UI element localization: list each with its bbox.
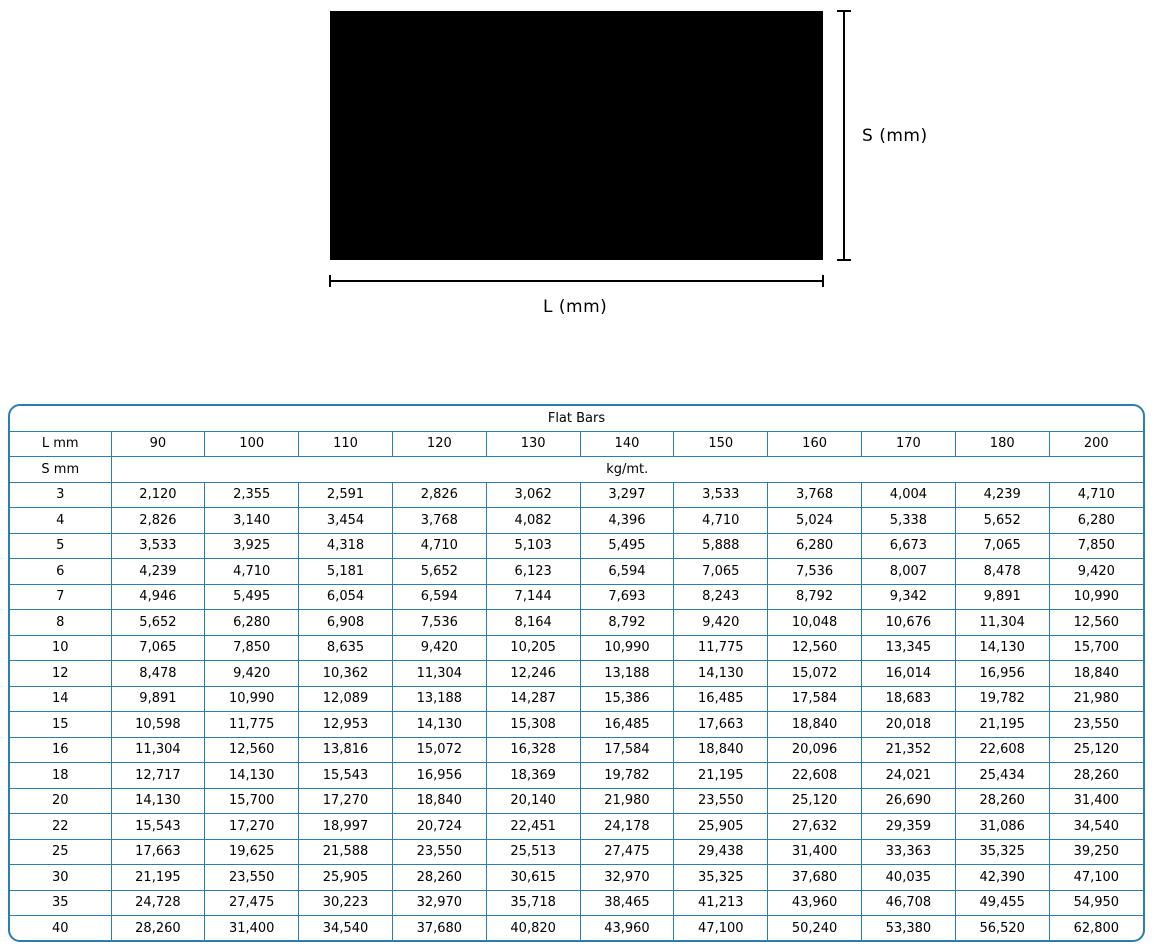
table-cell: 8,792 [580,610,674,636]
table-cell: 6,594 [580,559,674,585]
table-cell: 31,086 [955,814,1049,840]
table-cell: 50,240 [768,916,862,941]
table-cell: 21,352 [862,737,956,763]
table-cell: 23,550 [392,839,486,865]
column-header-cell: 140 [580,431,674,457]
table-cell: 9,420 [1049,559,1143,585]
table-cell: 9,420 [205,661,299,687]
table-row [10,839,1143,865]
table-row [10,508,1143,534]
table-cell: 16,014 [862,661,956,687]
table-cell: 26,690 [862,788,956,814]
table-cell: 3,062 [486,482,580,508]
table-cell: 53,380 [862,916,956,941]
table-cell: 35,718 [486,890,580,916]
table-cell: 21,195 [111,865,205,891]
table-cell: 20,018 [862,712,956,738]
table-cell: 8,478 [111,661,205,687]
table-cell: 17,584 [768,686,862,712]
table-cell: 30,615 [486,865,580,891]
table-cell: 6,594 [392,584,486,610]
table-cell: 14,130 [205,763,299,789]
table-row [10,559,1143,585]
table-cell: 24,021 [862,763,956,789]
table-cell: 25,905 [299,865,393,891]
table-cell: 19,782 [580,763,674,789]
column-header-cell: 130 [486,431,580,457]
table-cell: 29,359 [862,814,956,840]
table-cell: 15,386 [580,686,674,712]
table-cell: 13,188 [392,686,486,712]
table-cell: 8,007 [862,559,956,585]
table-cell: 10,990 [205,686,299,712]
table-cell: 4,710 [1049,482,1143,508]
table-cell: 5,495 [580,533,674,559]
table-cell: 18,683 [862,686,956,712]
table-cell: 15,072 [392,737,486,763]
table-row [10,482,1143,508]
l-dimension-label: L (mm) [543,297,608,317]
table-cell: 4,004 [862,482,956,508]
table-cell: 20,724 [392,814,486,840]
table-cell: 34,540 [1049,814,1143,840]
table-cell: 28,260 [955,788,1049,814]
l-dimension-tick-right [822,275,824,287]
table-cell: 49,455 [955,890,1049,916]
table-cell: 25,905 [674,814,768,840]
table-cell: 10,990 [580,635,674,661]
table-cell: 37,680 [768,865,862,891]
table-cell: 12,246 [486,661,580,687]
table-row [10,584,1143,610]
table-cell: 18,840 [768,712,862,738]
table-cell: 46,708 [862,890,956,916]
table-cell: 7,536 [392,610,486,636]
table-cell: 6,054 [299,584,393,610]
table-cell: 18,840 [392,788,486,814]
table-cell: 35,325 [955,839,1049,865]
table-cell: 16,328 [486,737,580,763]
s-header-cell: S mm [10,457,111,483]
table-cell: 5,652 [955,508,1049,534]
table-cell: 8,478 [955,559,1049,585]
table-row [10,865,1143,891]
table-cell: 13,345 [862,635,956,661]
table-cell: 21,980 [1049,686,1143,712]
table-cell: 6,280 [1049,508,1143,534]
table-row [10,763,1143,789]
table-cell: 4,318 [299,533,393,559]
table-cell: 7,065 [674,559,768,585]
table-cell: 24,178 [580,814,674,840]
row-header-cell: 18 [10,763,111,789]
table-cell: 21,195 [674,763,768,789]
table-cell: 7,693 [580,584,674,610]
s-dimension-tick-bottom [837,259,851,261]
table-cell: 12,717 [111,763,205,789]
table-cell: 25,513 [486,839,580,865]
table-cell: 6,280 [205,610,299,636]
table-cell: 25,120 [1049,737,1143,763]
table-cell: 5,024 [768,508,862,534]
table-cell: 22,608 [768,763,862,789]
table-cell: 5,888 [674,533,768,559]
table-cell: 4,946 [111,584,205,610]
row-header-cell: 30 [10,865,111,891]
row-header-cell: 12 [10,661,111,687]
table-cell: 2,591 [299,482,393,508]
table-cell: 3,533 [674,482,768,508]
table-cell: 14,130 [392,712,486,738]
table-cell: 3,533 [111,533,205,559]
table-cell: 17,663 [111,839,205,865]
table-cell: 9,891 [111,686,205,712]
table-cell: 9,420 [674,610,768,636]
row-header-cell: 40 [10,916,111,941]
table-cell: 32,970 [392,890,486,916]
table-cell: 8,243 [674,584,768,610]
flat-bars-table-container [8,404,1145,942]
row-header-cell: 35 [10,890,111,916]
table-cell: 21,980 [580,788,674,814]
table-cell: 27,475 [580,839,674,865]
table-cell: 15,072 [768,661,862,687]
table-cell: 35,325 [674,865,768,891]
table-cell: 23,550 [205,865,299,891]
table-cell: 28,260 [392,865,486,891]
l-header-cell: L mm [10,431,111,457]
table-cell: 34,540 [299,916,393,941]
table-cell: 7,850 [205,635,299,661]
table-cell: 23,550 [1049,712,1143,738]
row-header-cell: 5 [10,533,111,559]
table-unit-row [10,457,1143,483]
table-cell: 4,710 [674,508,768,534]
table-cell: 3,925 [205,533,299,559]
table-cell: 3,768 [768,482,862,508]
table-cell: 4,396 [580,508,674,534]
unit-cell: kg/mt. [111,457,1143,483]
row-header-cell: 8 [10,610,111,636]
table-cell: 39,250 [1049,839,1143,865]
l-dimension-line [330,280,823,282]
column-header-cell: 120 [392,431,486,457]
table-cell: 7,065 [111,635,205,661]
table-cell: 11,304 [955,610,1049,636]
table-cell: 31,400 [768,839,862,865]
table-cell: 10,205 [486,635,580,661]
table-cell: 6,908 [299,610,393,636]
table-cell: 3,140 [205,508,299,534]
table-title-row [10,406,1143,431]
table-cell: 12,560 [768,635,862,661]
table-cell: 54,950 [1049,890,1143,916]
table-cell: 21,588 [299,839,393,865]
table-cell: 10,598 [111,712,205,738]
table-cell: 10,048 [768,610,862,636]
table-cell: 15,308 [486,712,580,738]
column-header-cell: 160 [768,431,862,457]
table-cell: 14,130 [674,661,768,687]
table-cell: 18,840 [674,737,768,763]
table-cell: 18,369 [486,763,580,789]
table-cell: 31,400 [205,916,299,941]
table-cell: 29,438 [674,839,768,865]
table-cell: 5,652 [392,559,486,585]
table-cell: 4,710 [392,533,486,559]
table-cell: 33,363 [862,839,956,865]
table-cell: 14,287 [486,686,580,712]
table-cell: 15,700 [1049,635,1143,661]
table-cell: 16,485 [674,686,768,712]
flat-bar-diagram [0,0,1154,330]
table-row [10,610,1143,636]
table-cell: 4,082 [486,508,580,534]
table-cell: 7,065 [955,533,1049,559]
table-cell: 27,475 [205,890,299,916]
table-cell: 14,130 [111,788,205,814]
table-cell: 9,342 [862,584,956,610]
column-header-cell: 110 [299,431,393,457]
table-cell: 6,280 [768,533,862,559]
table-cell: 4,239 [955,482,1049,508]
table-row [10,916,1143,941]
table-cell: 22,451 [486,814,580,840]
table-cell: 28,260 [111,916,205,941]
table-cell: 25,120 [768,788,862,814]
row-header-cell: 6 [10,559,111,585]
table-cell: 13,188 [580,661,674,687]
table-cell: 10,990 [1049,584,1143,610]
table-cell: 40,035 [862,865,956,891]
flat-bars-table [10,406,1143,941]
s-dimension-line [843,11,845,260]
row-header-cell: 25 [10,839,111,865]
s-dimension-label: S (mm) [862,126,928,146]
bar-cross-section [330,11,823,260]
table-row [10,661,1143,687]
table-cell: 5,103 [486,533,580,559]
table-cell: 8,792 [768,584,862,610]
table-cell: 10,676 [862,610,956,636]
table-cell: 18,997 [299,814,393,840]
table-cell: 6,123 [486,559,580,585]
table-cell: 2,355 [205,482,299,508]
table-cell: 3,454 [299,508,393,534]
row-header-cell: 16 [10,737,111,763]
table-cell: 12,953 [299,712,393,738]
row-header-cell: 15 [10,712,111,738]
table-cell: 9,420 [392,635,486,661]
table-cell: 8,635 [299,635,393,661]
column-header-cell: 100 [205,431,299,457]
table-cell: 11,775 [205,712,299,738]
row-header-cell: 7 [10,584,111,610]
column-header-cell: 150 [674,431,768,457]
table-cell: 2,826 [111,508,205,534]
table-cell: 11,304 [111,737,205,763]
table-cell: 7,850 [1049,533,1143,559]
table-cell: 43,960 [768,890,862,916]
table-cell: 5,495 [205,584,299,610]
table-cell: 19,782 [955,686,1049,712]
table-cell: 56,520 [955,916,1049,941]
table-cell: 31,400 [1049,788,1143,814]
table-cell: 12,089 [299,686,393,712]
table-cell: 17,270 [299,788,393,814]
table-cell: 16,956 [955,661,1049,687]
table-cell: 9,891 [955,584,1049,610]
table-cell: 40,820 [486,916,580,941]
table-cell: 15,543 [111,814,205,840]
table-cell: 22,608 [955,737,1049,763]
table-cell: 3,768 [392,508,486,534]
table-cell: 17,663 [674,712,768,738]
row-header-cell: 4 [10,508,111,534]
table-cell: 37,680 [392,916,486,941]
table-row [10,533,1143,559]
table-cell: 19,625 [205,839,299,865]
column-header-cell: 200 [1049,431,1143,457]
table-cell: 23,550 [674,788,768,814]
table-cell: 27,632 [768,814,862,840]
table-row [10,712,1143,738]
row-header-cell: 3 [10,482,111,508]
row-header-cell: 22 [10,814,111,840]
table-cell: 43,960 [580,916,674,941]
column-header-cell: 170 [862,431,956,457]
table-cell: 7,536 [768,559,862,585]
table-cell: 20,140 [486,788,580,814]
row-header-cell: 20 [10,788,111,814]
table-cell: 41,213 [674,890,768,916]
table-cell: 13,816 [299,737,393,763]
table-cell: 17,270 [205,814,299,840]
table-cell: 5,652 [111,610,205,636]
table-cell: 8,164 [486,610,580,636]
table-row [10,890,1143,916]
table-cell: 5,338 [862,508,956,534]
row-header-cell: 10 [10,635,111,661]
table-cell: 12,560 [1049,610,1143,636]
table-cell: 47,100 [1049,865,1143,891]
table-cell: 10,362 [299,661,393,687]
table-cell: 2,826 [392,482,486,508]
table-cell: 21,195 [955,712,1049,738]
table-cell: 11,304 [392,661,486,687]
table-cell: 20,096 [768,737,862,763]
table-cell: 5,181 [299,559,393,585]
table-cell: 6,673 [862,533,956,559]
table-cell: 14,130 [955,635,1049,661]
column-header-cell: 90 [111,431,205,457]
table-title: Flat Bars [10,406,1143,431]
table-cell: 11,775 [674,635,768,661]
table-row [10,788,1143,814]
table-row [10,737,1143,763]
table-cell: 42,390 [955,865,1049,891]
table-row [10,635,1143,661]
table-cell: 4,710 [205,559,299,585]
table-row [10,814,1143,840]
table-cell: 3,297 [580,482,674,508]
table-cell: 25,434 [955,763,1049,789]
table-cell: 15,543 [299,763,393,789]
table-cell: 12,560 [205,737,299,763]
table-cell: 2,120 [111,482,205,508]
table-cell: 47,100 [674,916,768,941]
table-cell: 7,144 [486,584,580,610]
table-cell: 62,800 [1049,916,1143,941]
table-cell: 28,260 [1049,763,1143,789]
column-header-cell: 180 [955,431,1049,457]
table-cell: 4,239 [111,559,205,585]
table-row [10,686,1143,712]
table-cell: 16,485 [580,712,674,738]
table-cell: 24,728 [111,890,205,916]
table-cell: 18,840 [1049,661,1143,687]
row-header-cell: 14 [10,686,111,712]
table-cell: 38,465 [580,890,674,916]
table-cell: 30,223 [299,890,393,916]
table-cell: 15,700 [205,788,299,814]
table-cell: 17,584 [580,737,674,763]
table-header-row [10,431,1143,457]
table-cell: 32,970 [580,865,674,891]
table-cell: 16,956 [392,763,486,789]
